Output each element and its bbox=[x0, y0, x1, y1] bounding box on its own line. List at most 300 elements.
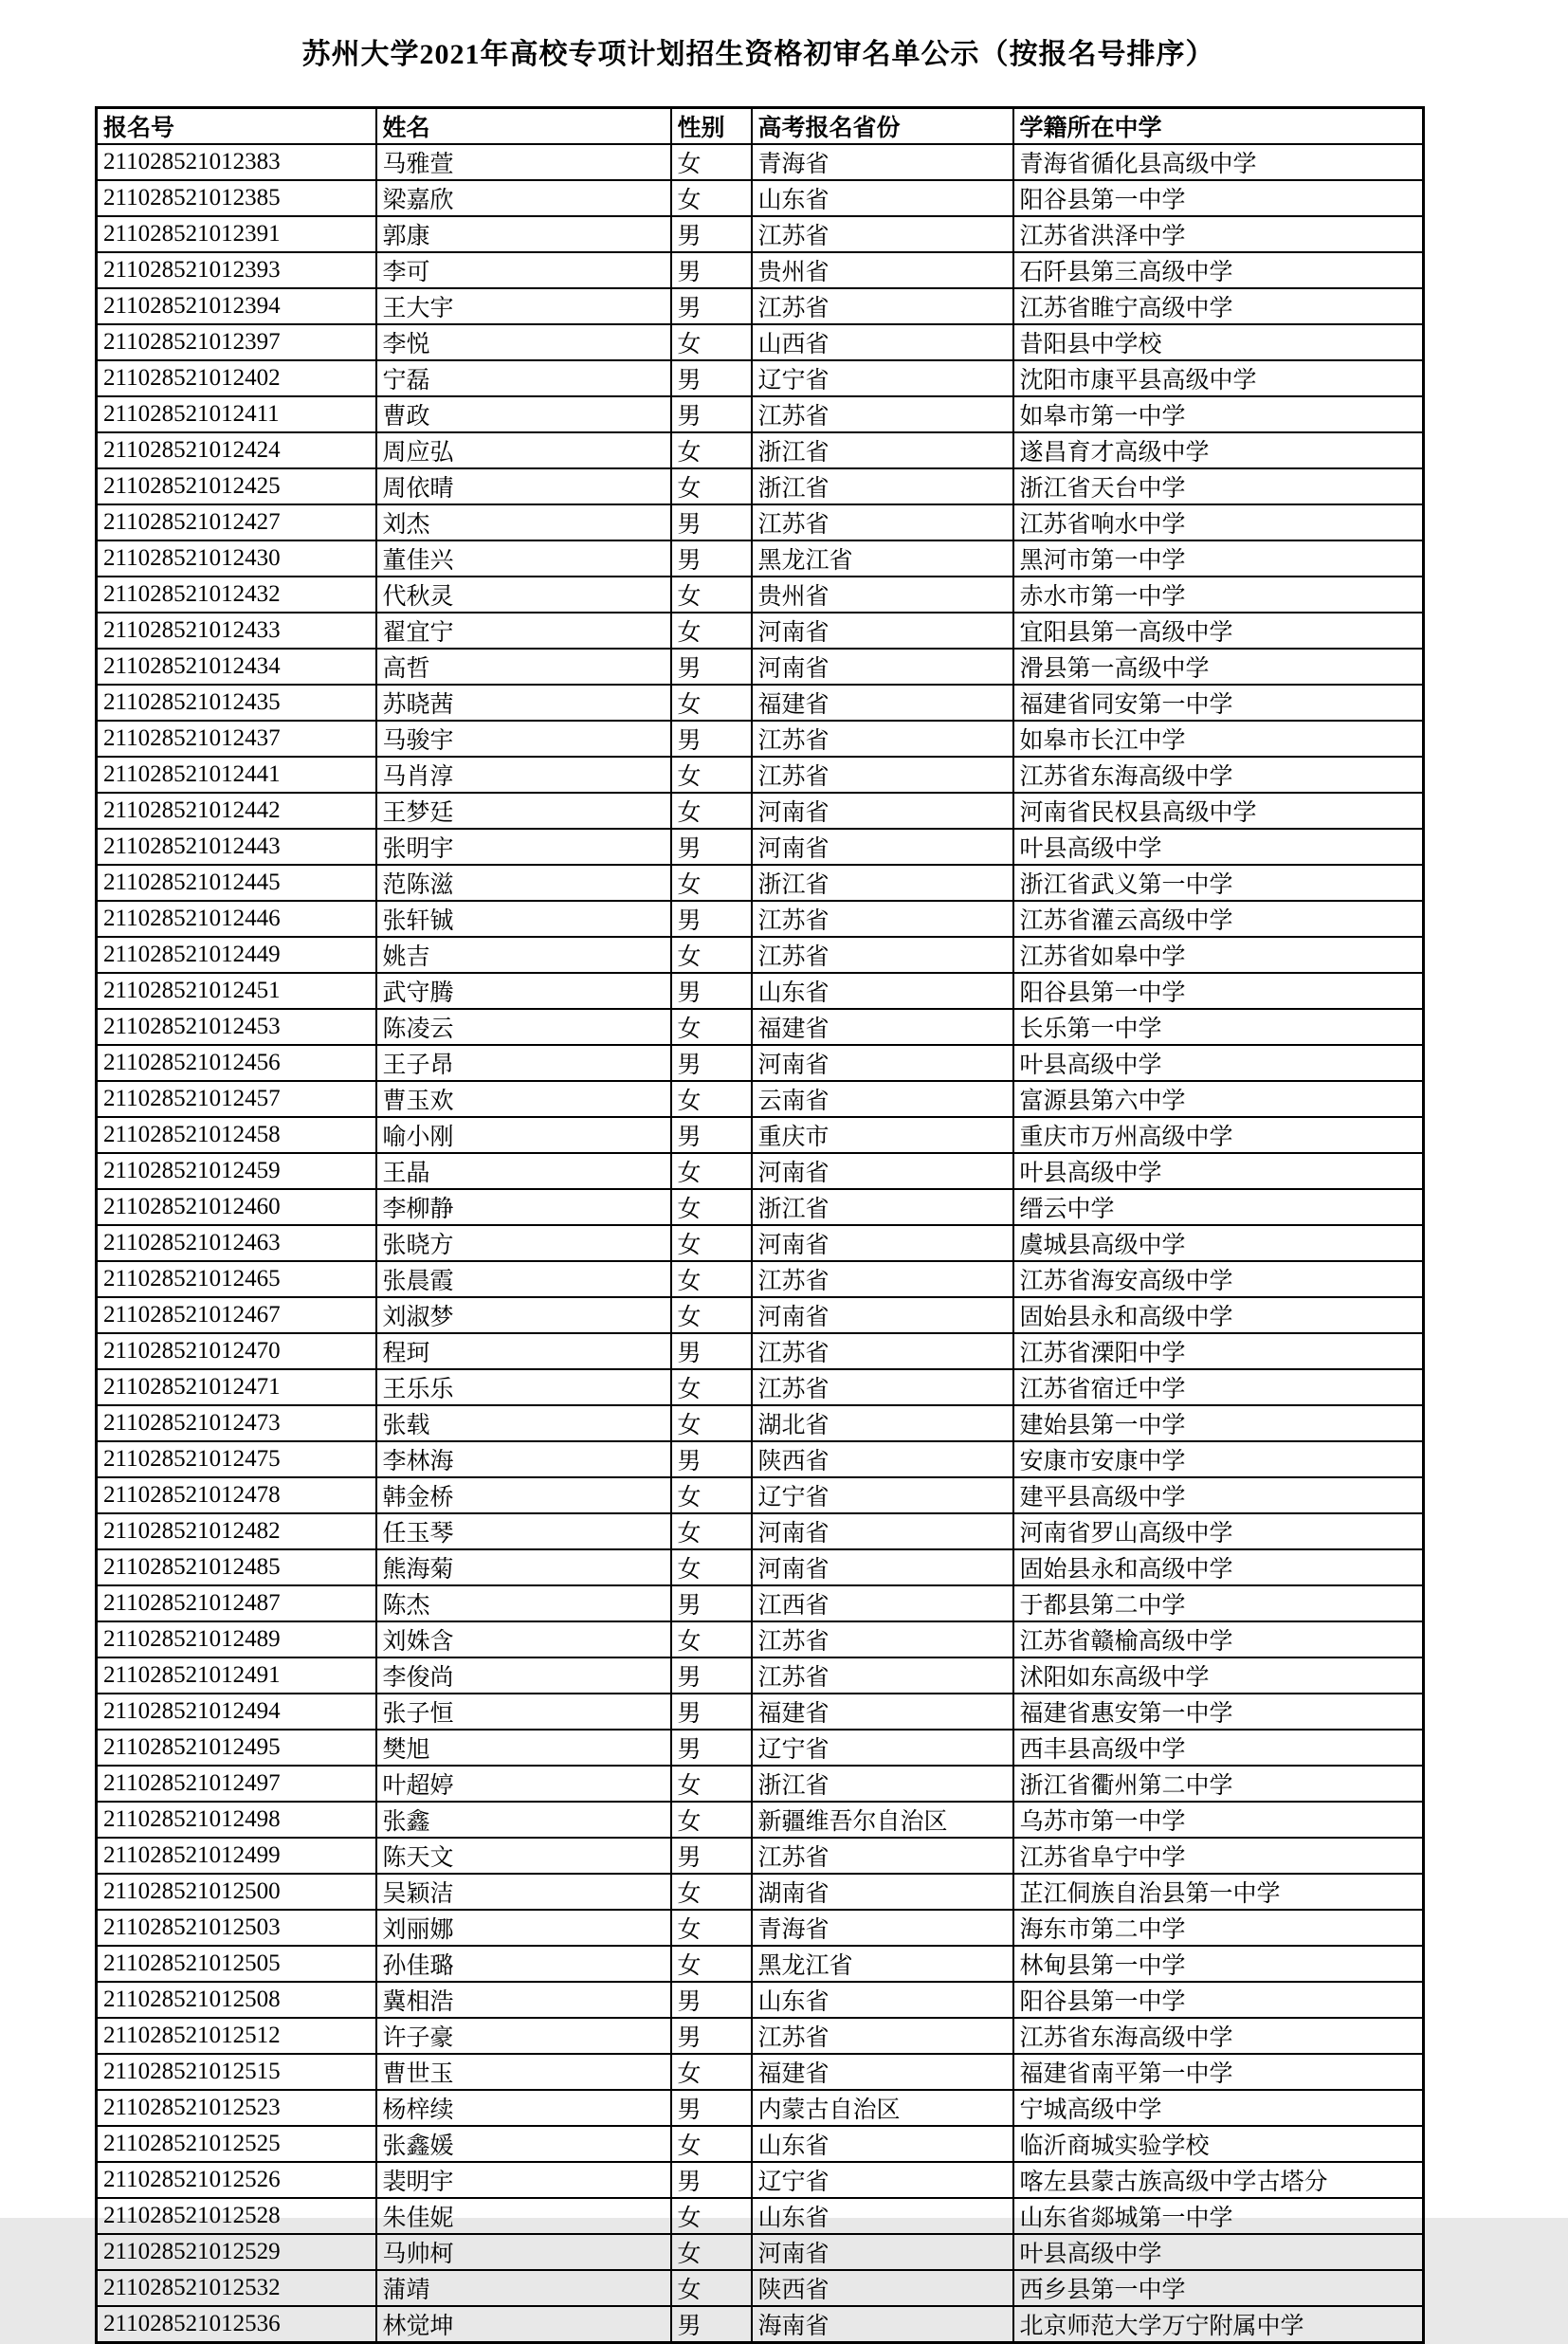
cell-school: 福建省同安第一中学 bbox=[1013, 685, 1424, 721]
cell-reg-no: 211028521012526 bbox=[97, 2162, 376, 2198]
cell-gender: 女 bbox=[671, 2198, 752, 2234]
table-row bbox=[97, 757, 1424, 793]
cell-school: 叶县高级中学 bbox=[1013, 2234, 1424, 2270]
cell-name: 李俊尚 bbox=[376, 1657, 671, 1694]
cell-school: 江苏省海安高级中学 bbox=[1013, 1261, 1424, 1297]
cell-reg-no: 211028521012435 bbox=[97, 685, 376, 721]
cell-reg-no: 211028521012397 bbox=[97, 324, 376, 360]
cell-province: 浙江省 bbox=[752, 1766, 1013, 1802]
cell-reg-no: 211028521012445 bbox=[97, 865, 376, 901]
table-row bbox=[97, 721, 1424, 757]
cell-reg-no: 211028521012427 bbox=[97, 504, 376, 540]
cell-reg-no: 211028521012425 bbox=[97, 468, 376, 504]
table-row bbox=[97, 1441, 1424, 1477]
table-row bbox=[97, 324, 1424, 360]
cell-reg-no: 211028521012503 bbox=[97, 1910, 376, 1946]
cell-school: 江苏省溧阳中学 bbox=[1013, 1333, 1424, 1369]
cell-name: 陈天文 bbox=[376, 1838, 671, 1874]
cell-reg-no: 211028521012437 bbox=[97, 721, 376, 757]
document-title: 苏州大学2021年高校专项计划招生资格初审名单公示（按报名号排序） bbox=[301, 39, 1215, 70]
cell-gender: 女 bbox=[671, 1946, 752, 1982]
cell-school: 临沂商城实验学校 bbox=[1013, 2126, 1424, 2162]
cell-name: 马骏宇 bbox=[376, 721, 671, 757]
cell-province: 河南省 bbox=[752, 1297, 1013, 1333]
cell-name: 梁嘉欣 bbox=[376, 180, 671, 216]
table-row bbox=[97, 901, 1424, 937]
cell-gender: 男 bbox=[671, 252, 752, 288]
cell-name: 董佳兴 bbox=[376, 540, 671, 577]
cell-name: 武守腾 bbox=[376, 973, 671, 1009]
cell-name: 翟宜宁 bbox=[376, 613, 671, 649]
table-row bbox=[97, 1081, 1424, 1117]
table-row bbox=[97, 865, 1424, 901]
cell-school: 江苏省东海高级中学 bbox=[1013, 757, 1424, 793]
cell-gender: 男 bbox=[671, 1694, 752, 1730]
cell-reg-no: 211028521012532 bbox=[97, 2270, 376, 2306]
cell-province: 江苏省 bbox=[752, 1838, 1013, 1874]
cell-reg-no: 211028521012491 bbox=[97, 1657, 376, 1694]
cell-school: 福建省惠安第一中学 bbox=[1013, 1694, 1424, 1730]
cell-reg-no: 211028521012402 bbox=[97, 360, 376, 396]
cell-school: 叶县高级中学 bbox=[1013, 1045, 1424, 1081]
cell-province: 辽宁省 bbox=[752, 1730, 1013, 1766]
cell-reg-no: 211028521012451 bbox=[97, 973, 376, 1009]
cell-school: 如皋市第一中学 bbox=[1013, 396, 1424, 432]
cell-school: 北京师范大学万宁附属中学 bbox=[1013, 2306, 1424, 2343]
cell-province: 河南省 bbox=[752, 2234, 1013, 2270]
cell-province: 陕西省 bbox=[752, 1441, 1013, 1477]
cell-school: 建始县第一中学 bbox=[1013, 1405, 1424, 1441]
cell-gender: 男 bbox=[671, 1657, 752, 1694]
cell-school: 江苏省睢宁高级中学 bbox=[1013, 288, 1424, 324]
cell-province: 浙江省 bbox=[752, 1189, 1013, 1225]
cell-gender: 女 bbox=[671, 1261, 752, 1297]
cell-school: 黑河市第一中学 bbox=[1013, 540, 1424, 577]
cell-reg-no: 211028521012529 bbox=[97, 2234, 376, 2270]
cell-gender: 女 bbox=[671, 1009, 752, 1045]
cell-gender: 女 bbox=[671, 685, 752, 721]
cell-gender: 女 bbox=[671, 1369, 752, 1405]
cell-school: 山东省郯城第一中学 bbox=[1013, 2198, 1424, 2234]
cell-reg-no: 211028521012485 bbox=[97, 1549, 376, 1585]
cell-school: 于都县第二中学 bbox=[1013, 1585, 1424, 1621]
cell-reg-no: 211028521012525 bbox=[97, 2126, 376, 2162]
cell-gender: 男 bbox=[671, 829, 752, 865]
cell-name: 王晶 bbox=[376, 1153, 671, 1189]
cell-reg-no: 211028521012489 bbox=[97, 1621, 376, 1657]
cell-name: 樊旭 bbox=[376, 1730, 671, 1766]
cell-gender: 男 bbox=[671, 2306, 752, 2343]
table-row bbox=[97, 1513, 1424, 1549]
table-row bbox=[97, 1225, 1424, 1261]
table-row bbox=[97, 180, 1424, 216]
cell-name: 曹政 bbox=[376, 396, 671, 432]
cell-reg-no: 211028521012499 bbox=[97, 1838, 376, 1874]
cell-gender: 女 bbox=[671, 1405, 752, 1441]
table-row bbox=[97, 468, 1424, 504]
cell-province: 江苏省 bbox=[752, 1369, 1013, 1405]
cell-gender: 女 bbox=[671, 865, 752, 901]
cell-province: 辽宁省 bbox=[752, 360, 1013, 396]
cell-name: 王乐乐 bbox=[376, 1369, 671, 1405]
table-row bbox=[97, 2090, 1424, 2126]
cell-reg-no: 211028521012443 bbox=[97, 829, 376, 865]
cell-name: 代秋灵 bbox=[376, 577, 671, 613]
cell-gender: 男 bbox=[671, 721, 752, 757]
table-row bbox=[97, 2126, 1424, 2162]
cell-province: 青海省 bbox=[752, 144, 1013, 180]
cell-name: 朱佳妮 bbox=[376, 2198, 671, 2234]
cell-name: 张晓方 bbox=[376, 1225, 671, 1261]
cell-name: 蒲靖 bbox=[376, 2270, 671, 2306]
cell-province: 江苏省 bbox=[752, 396, 1013, 432]
cell-name: 张鑫 bbox=[376, 1802, 671, 1838]
cell-province: 江苏省 bbox=[752, 216, 1013, 252]
table-row bbox=[97, 1802, 1424, 1838]
cell-school: 沭阳如东高级中学 bbox=[1013, 1657, 1424, 1694]
cell-gender: 男 bbox=[671, 1333, 752, 1369]
cell-name: 刘淑梦 bbox=[376, 1297, 671, 1333]
cell-gender: 女 bbox=[671, 2270, 752, 2306]
cell-gender: 女 bbox=[671, 1802, 752, 1838]
cell-name: 刘姝含 bbox=[376, 1621, 671, 1657]
cell-gender: 男 bbox=[671, 901, 752, 937]
table-row bbox=[97, 2198, 1424, 2234]
cell-province: 江苏省 bbox=[752, 504, 1013, 540]
cell-gender: 女 bbox=[671, 468, 752, 504]
cell-province: 河南省 bbox=[752, 613, 1013, 649]
cell-name: 叶超婷 bbox=[376, 1766, 671, 1802]
cell-province: 湖南省 bbox=[752, 1874, 1013, 1910]
cell-province: 辽宁省 bbox=[752, 2162, 1013, 2198]
cell-school: 河南省民权县高级中学 bbox=[1013, 793, 1424, 829]
cell-name: 陈凌云 bbox=[376, 1009, 671, 1045]
cell-name: 裴明宇 bbox=[376, 2162, 671, 2198]
cell-name: 程珂 bbox=[376, 1333, 671, 1369]
cell-province: 山东省 bbox=[752, 973, 1013, 1009]
cell-reg-no: 211028521012458 bbox=[97, 1117, 376, 1153]
cell-province: 湖北省 bbox=[752, 1405, 1013, 1441]
cell-reg-no: 211028521012498 bbox=[97, 1802, 376, 1838]
table-row bbox=[97, 577, 1424, 613]
table-row bbox=[97, 2306, 1424, 2343]
cell-gender: 男 bbox=[671, 360, 752, 396]
cell-name: 林觉坤 bbox=[376, 2306, 671, 2343]
cell-reg-no: 211028521012465 bbox=[97, 1261, 376, 1297]
cell-school: 乌苏市第一中学 bbox=[1013, 1802, 1424, 1838]
cell-province: 山东省 bbox=[752, 1982, 1013, 2018]
cell-province: 浙江省 bbox=[752, 432, 1013, 468]
cell-province: 贵州省 bbox=[752, 577, 1013, 613]
cell-school: 赤水市第一中学 bbox=[1013, 577, 1424, 613]
cell-school: 富源县第六中学 bbox=[1013, 1081, 1424, 1117]
cell-reg-no: 211028521012528 bbox=[97, 2198, 376, 2234]
cell-name: 马肖淳 bbox=[376, 757, 671, 793]
cell-gender: 女 bbox=[671, 144, 752, 180]
table-row bbox=[97, 649, 1424, 685]
cell-school: 江苏省响水中学 bbox=[1013, 504, 1424, 540]
cell-province: 江苏省 bbox=[752, 1657, 1013, 1694]
cell-name: 张子恒 bbox=[376, 1694, 671, 1730]
header-name: 姓名 bbox=[376, 108, 671, 145]
cell-reg-no: 211028521012473 bbox=[97, 1405, 376, 1441]
cell-name: 曹世玉 bbox=[376, 2054, 671, 2090]
cell-gender: 男 bbox=[671, 1585, 752, 1621]
cell-reg-no: 211028521012460 bbox=[97, 1189, 376, 1225]
cell-name: 熊海菊 bbox=[376, 1549, 671, 1585]
cell-reg-no: 211028521012434 bbox=[97, 649, 376, 685]
table-row bbox=[97, 504, 1424, 540]
cell-name: 王大宇 bbox=[376, 288, 671, 324]
table-row bbox=[97, 973, 1424, 1009]
cell-gender: 女 bbox=[671, 793, 752, 829]
cell-province: 江西省 bbox=[752, 1585, 1013, 1621]
cell-gender: 女 bbox=[671, 2234, 752, 2270]
cell-school: 海东市第二中学 bbox=[1013, 1910, 1424, 1946]
cell-name: 马雅萱 bbox=[376, 144, 671, 180]
cell-province: 河南省 bbox=[752, 1045, 1013, 1081]
table-row bbox=[97, 793, 1424, 829]
cell-name: 杨梓续 bbox=[376, 2090, 671, 2126]
cell-reg-no: 211028521012457 bbox=[97, 1081, 376, 1117]
cell-gender: 女 bbox=[671, 1621, 752, 1657]
cell-gender: 男 bbox=[671, 1117, 752, 1153]
cell-province: 江苏省 bbox=[752, 937, 1013, 973]
cell-gender: 女 bbox=[671, 1477, 752, 1513]
cell-gender: 男 bbox=[671, 540, 752, 577]
table-row bbox=[97, 1910, 1424, 1946]
cell-province: 山东省 bbox=[752, 2198, 1013, 2234]
cell-province: 江苏省 bbox=[752, 2018, 1013, 2054]
cell-reg-no: 211028521012505 bbox=[97, 1946, 376, 1982]
table-row bbox=[97, 1297, 1424, 1333]
cell-province: 江苏省 bbox=[752, 1261, 1013, 1297]
cell-name: 喻小刚 bbox=[376, 1117, 671, 1153]
cell-province: 贵州省 bbox=[752, 252, 1013, 288]
cell-school: 长乐第一中学 bbox=[1013, 1009, 1424, 1045]
cell-reg-no: 211028521012383 bbox=[97, 144, 376, 180]
cell-province: 河南省 bbox=[752, 793, 1013, 829]
cell-name: 冀相浩 bbox=[376, 1982, 671, 2018]
table-row bbox=[97, 1261, 1424, 1297]
table-row bbox=[97, 829, 1424, 865]
cell-school: 河南省罗山高级中学 bbox=[1013, 1513, 1424, 1549]
roster-table bbox=[95, 106, 1425, 2344]
cell-school: 江苏省东海高级中学 bbox=[1013, 2018, 1424, 2054]
cell-gender: 女 bbox=[671, 2054, 752, 2090]
table-row bbox=[97, 396, 1424, 432]
cell-name: 姚吉 bbox=[376, 937, 671, 973]
cell-reg-no: 211028521012441 bbox=[97, 757, 376, 793]
cell-reg-no: 211028521012494 bbox=[97, 1694, 376, 1730]
cell-gender: 女 bbox=[671, 1513, 752, 1549]
cell-province: 河南省 bbox=[752, 829, 1013, 865]
cell-gender: 男 bbox=[671, 1730, 752, 1766]
cell-province: 江苏省 bbox=[752, 1621, 1013, 1657]
cell-reg-no: 211028521012433 bbox=[97, 613, 376, 649]
cell-name: 李柳静 bbox=[376, 1189, 671, 1225]
cell-school: 石阡县第三高级中学 bbox=[1013, 252, 1424, 288]
cell-gender: 女 bbox=[671, 1766, 752, 1802]
cell-gender: 女 bbox=[671, 1225, 752, 1261]
table-header-row bbox=[97, 108, 1424, 145]
cell-gender: 女 bbox=[671, 432, 752, 468]
header-gender: 性别 bbox=[671, 108, 752, 145]
table-row bbox=[97, 1369, 1424, 1405]
cell-school: 缙云中学 bbox=[1013, 1189, 1424, 1225]
cell-reg-no: 211028521012453 bbox=[97, 1009, 376, 1045]
cell-gender: 女 bbox=[671, 577, 752, 613]
table-row bbox=[97, 685, 1424, 721]
cell-name: 张鑫媛 bbox=[376, 2126, 671, 2162]
cell-school: 如皋市长江中学 bbox=[1013, 721, 1424, 757]
cell-gender: 女 bbox=[671, 1910, 752, 1946]
cell-gender: 女 bbox=[671, 2126, 752, 2162]
cell-school: 江苏省赣榆高级中学 bbox=[1013, 1621, 1424, 1657]
table-row bbox=[97, 2018, 1424, 2054]
cell-gender: 女 bbox=[671, 1189, 752, 1225]
cell-name: 吴颖洁 bbox=[376, 1874, 671, 1910]
cell-gender: 男 bbox=[671, 2090, 752, 2126]
cell-gender: 男 bbox=[671, 973, 752, 1009]
cell-school: 虞城县高级中学 bbox=[1013, 1225, 1424, 1261]
cell-province: 河南省 bbox=[752, 1513, 1013, 1549]
cell-province: 江苏省 bbox=[752, 288, 1013, 324]
table-row bbox=[97, 1405, 1424, 1441]
cell-reg-no: 211028521012393 bbox=[97, 252, 376, 288]
cell-name: 孙佳璐 bbox=[376, 1946, 671, 1982]
cell-gender: 男 bbox=[671, 1441, 752, 1477]
cell-reg-no: 211028521012475 bbox=[97, 1441, 376, 1477]
cell-reg-no: 211028521012512 bbox=[97, 2018, 376, 2054]
cell-name: 王子昂 bbox=[376, 1045, 671, 1081]
table-row bbox=[97, 216, 1424, 252]
table-row bbox=[97, 613, 1424, 649]
table-body bbox=[97, 144, 1424, 2343]
cell-school: 江苏省阜宁中学 bbox=[1013, 1838, 1424, 1874]
cell-school: 江苏省灌云高级中学 bbox=[1013, 901, 1424, 937]
cell-gender: 女 bbox=[671, 324, 752, 360]
cell-gender: 男 bbox=[671, 649, 752, 685]
cell-school: 西丰县高级中学 bbox=[1013, 1730, 1424, 1766]
cell-province: 河南省 bbox=[752, 1225, 1013, 1261]
cell-reg-no: 211028521012523 bbox=[97, 2090, 376, 2126]
cell-name: 许子豪 bbox=[376, 2018, 671, 2054]
cell-province: 江苏省 bbox=[752, 757, 1013, 793]
table-row bbox=[97, 1153, 1424, 1189]
cell-gender: 男 bbox=[671, 2162, 752, 2198]
cell-province: 山东省 bbox=[752, 180, 1013, 216]
cell-gender: 女 bbox=[671, 937, 752, 973]
cell-name: 高哲 bbox=[376, 649, 671, 685]
table-row bbox=[97, 432, 1424, 468]
cell-name: 周依晴 bbox=[376, 468, 671, 504]
cell-name: 张载 bbox=[376, 1405, 671, 1441]
cell-gender: 女 bbox=[671, 1081, 752, 1117]
table-row bbox=[97, 144, 1424, 180]
cell-province: 河南省 bbox=[752, 1549, 1013, 1585]
table-row bbox=[97, 2270, 1424, 2306]
cell-province: 江苏省 bbox=[752, 1333, 1013, 1369]
header-reg-no: 报名号 bbox=[97, 108, 376, 145]
cell-name: 刘丽娜 bbox=[376, 1910, 671, 1946]
cell-name: 李可 bbox=[376, 252, 671, 288]
cell-gender: 女 bbox=[671, 757, 752, 793]
table-row bbox=[97, 1045, 1424, 1081]
table-row bbox=[97, 288, 1424, 324]
header-province: 高考报名省份 bbox=[752, 108, 1013, 145]
cell-gender: 男 bbox=[671, 1838, 752, 1874]
cell-school: 叶县高级中学 bbox=[1013, 1153, 1424, 1189]
cell-school: 浙江省天台中学 bbox=[1013, 468, 1424, 504]
cell-province: 青海省 bbox=[752, 1910, 1013, 1946]
cell-province: 福建省 bbox=[752, 1694, 1013, 1730]
cell-gender: 女 bbox=[671, 1153, 752, 1189]
table-row bbox=[97, 540, 1424, 577]
cell-name: 范陈滋 bbox=[376, 865, 671, 901]
cell-school: 建平县高级中学 bbox=[1013, 1477, 1424, 1513]
cell-province: 云南省 bbox=[752, 1081, 1013, 1117]
cell-province: 浙江省 bbox=[752, 865, 1013, 901]
table-row bbox=[97, 1477, 1424, 1513]
table-row bbox=[97, 2234, 1424, 2270]
cell-gender: 男 bbox=[671, 2018, 752, 2054]
cell-reg-no: 211028521012471 bbox=[97, 1369, 376, 1405]
cell-province: 江苏省 bbox=[752, 721, 1013, 757]
cell-gender: 女 bbox=[671, 613, 752, 649]
cell-province: 海南省 bbox=[752, 2306, 1013, 2343]
cell-name: 郭康 bbox=[376, 216, 671, 252]
cell-name: 苏晓茜 bbox=[376, 685, 671, 721]
cell-name: 张轩铖 bbox=[376, 901, 671, 937]
cell-name: 宁磊 bbox=[376, 360, 671, 396]
cell-school: 固始县永和高级中学 bbox=[1013, 1297, 1424, 1333]
cell-school: 江苏省如皋中学 bbox=[1013, 937, 1424, 973]
cell-school: 阳谷县第一中学 bbox=[1013, 1982, 1424, 2018]
cell-school: 滑县第一高级中学 bbox=[1013, 649, 1424, 685]
cell-reg-no: 211028521012446 bbox=[97, 901, 376, 937]
cell-school: 江苏省宿迁中学 bbox=[1013, 1369, 1424, 1405]
cell-province: 黑龙江省 bbox=[752, 540, 1013, 577]
cell-reg-no: 211028521012394 bbox=[97, 288, 376, 324]
cell-reg-no: 211028521012391 bbox=[97, 216, 376, 252]
cell-province: 辽宁省 bbox=[752, 1477, 1013, 1513]
cell-name: 王梦廷 bbox=[376, 793, 671, 829]
table-row bbox=[97, 1874, 1424, 1910]
cell-gender: 男 bbox=[671, 216, 752, 252]
cell-reg-no: 211028521012467 bbox=[97, 1297, 376, 1333]
cell-reg-no: 211028521012500 bbox=[97, 1874, 376, 1910]
cell-school: 江苏省洪泽中学 bbox=[1013, 216, 1424, 252]
cell-province: 江苏省 bbox=[752, 901, 1013, 937]
cell-province: 陕西省 bbox=[752, 2270, 1013, 2306]
cell-reg-no: 211028521012495 bbox=[97, 1730, 376, 1766]
cell-name: 李林海 bbox=[376, 1441, 671, 1477]
cell-school: 芷江侗族自治县第一中学 bbox=[1013, 1874, 1424, 1910]
table-row bbox=[97, 1549, 1424, 1585]
cell-school: 浙江省衢州第二中学 bbox=[1013, 1766, 1424, 1802]
cell-reg-no: 211028521012515 bbox=[97, 2054, 376, 2090]
cell-province: 福建省 bbox=[752, 685, 1013, 721]
cell-school: 西乡县第一中学 bbox=[1013, 2270, 1424, 2306]
cell-province: 河南省 bbox=[752, 649, 1013, 685]
cell-name: 陈杰 bbox=[376, 1585, 671, 1621]
cell-province: 浙江省 bbox=[752, 468, 1013, 504]
cell-province: 山东省 bbox=[752, 2126, 1013, 2162]
table-row bbox=[97, 1009, 1424, 1045]
cell-reg-no: 211028521012470 bbox=[97, 1333, 376, 1369]
header-school: 学籍所在中学 bbox=[1013, 108, 1424, 145]
